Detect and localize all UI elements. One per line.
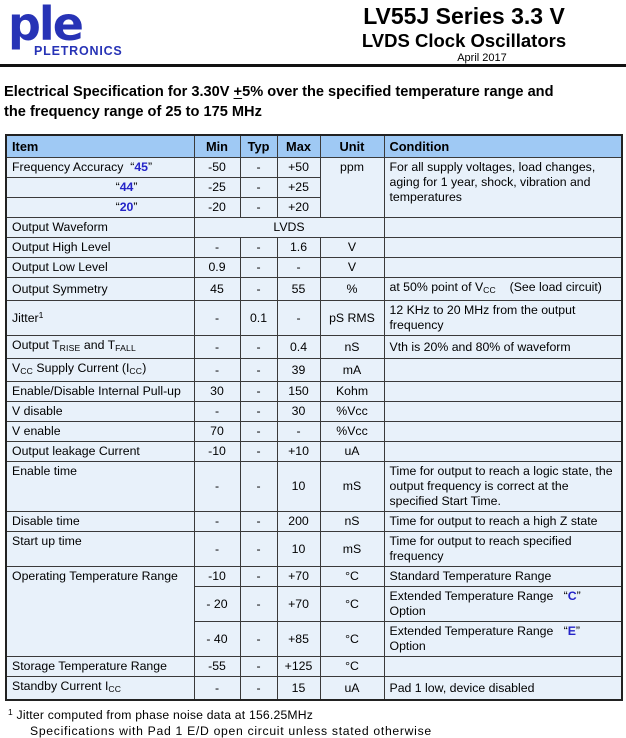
table-cell: Output Waveform [6,218,194,238]
table-cell: - [240,336,277,359]
footnote-jitter-text: Jitter computed from phase noise data at 156.25MHz [12,708,314,722]
intro-line1-pre: Electrical Specification for 3.30V [4,84,234,100]
table-cell: -55 [194,657,240,677]
column-header: Min [194,135,240,158]
table-cell: +70 [277,567,320,587]
table-cell: Pad 1 low, device disabled [384,677,622,701]
row-output-waveform [6,218,622,238]
table-cell: ppm [320,158,384,218]
logo-ple-text: ple [8,0,82,51]
masthead [0,0,626,67]
table-cell: - [194,462,240,512]
table-cell: % [320,278,384,301]
table-cell: “44” [6,178,194,198]
table-cell: Vth is 20% and 80% of waveform [384,336,622,359]
table-cell: °C [320,622,384,657]
accent-text: C [567,589,577,603]
table-cell: - [277,301,320,336]
table-cell: LVDS [194,218,384,238]
table-cell: - [194,677,240,701]
table-cell: Operating Temperature Range [6,567,194,657]
table-cell: - [240,359,277,382]
table-cell: Standard Temperature Range [384,567,622,587]
table-cell: 30 [277,402,320,422]
table-cell [384,402,622,422]
column-header: Max [277,135,320,158]
table-cell: %Vcc [320,402,384,422]
row-output-high-level [6,238,622,258]
row-standby-current [6,677,622,701]
table-cell: +70 [277,587,320,622]
table-cell: uA [320,677,384,701]
table-cell: mS [320,532,384,567]
table-cell: - [194,238,240,258]
table-cell: Kohm [320,382,384,402]
table-cell: - [194,336,240,359]
row-v-disable [6,402,622,422]
row-disable-time [6,512,622,532]
table-cell: - [240,512,277,532]
table-cell: at 50% point of $V_{CC}$ (See load circuit) [384,278,622,301]
table-cell: +20 [277,198,320,218]
table-cell: Frequency Accuracy “45” [6,158,194,178]
table-cell: - [194,532,240,567]
table-cell: 10 [277,462,320,512]
table-cell: - [240,677,277,701]
table-cell: °C [320,657,384,677]
accent-text: 45 [134,160,149,174]
table-cell: Enable/Disable Internal Pull-up [6,382,194,402]
row-operating-temp-standard [6,567,622,587]
table-cell: V disable [6,402,194,422]
intro-line1-post: 5% over the specified temperature range and [242,84,554,100]
column-header: Unit [320,135,384,158]
spec-table-body [6,158,622,701]
table-cell: - [240,462,277,512]
table-cell: Start up time [6,532,194,567]
table-cell: °C [320,567,384,587]
table-cell: 0.4 [277,336,320,359]
table-cell: nS [320,512,384,532]
table-cell: - [240,587,277,622]
header-divider [0,64,626,67]
row-output-symmetry [6,278,622,301]
footnote-specs: Specifications with Pad 1 E/D open circuit unless stated otherwise [30,724,432,738]
footnote-superscript: 1 [8,707,13,717]
intro-line2: the frequency range of 25 to 175 MHz [4,103,262,120]
table-cell: Storage Temperature Range [6,657,194,677]
table-cell: - [240,198,277,218]
table-cell: - [240,278,277,301]
table-cell: - [194,301,240,336]
table-cell: 15 [277,677,320,701]
table-cell: Jitter$^1$ [6,301,194,336]
table-cell: Time for output to reach specified frequency [384,532,622,567]
table-cell: - [240,238,277,258]
table-cell [384,657,622,677]
table-cell: +25 [277,178,320,198]
table-cell: V [320,258,384,278]
table-cell [384,442,622,462]
page-title: LV55J Series 3.3 V [363,3,565,29]
table-cell: - [240,567,277,587]
spec-table-head [6,135,622,158]
table-cell: - [194,512,240,532]
table-cell: +125 [277,657,320,677]
table-cell: Output High Level [6,238,194,258]
table-cell: 200 [277,512,320,532]
table-cell: V [320,238,384,258]
table-cell: nS [320,336,384,359]
table-cell: +85 [277,622,320,657]
table-cell: 0.1 [240,301,277,336]
table-cell: “20” [6,198,194,218]
row-enable-time [6,462,622,512]
table-cell: +50 [277,158,320,178]
table-cell: Disable time [6,512,194,532]
row-supply-current [6,359,622,382]
table-cell [384,258,622,278]
table-cell: -10 [194,442,240,462]
table-cell: Output Low Level [6,258,194,278]
table-cell: - [240,622,277,657]
table-cell: For all supply voltages, load changes, aging for 1 year, shock, vibration and temperatures [384,158,622,218]
spec-intro-heading [4,83,622,122]
table-cell: 55 [277,278,320,301]
table-cell: 30 [194,382,240,402]
accent-text: 44 [119,180,134,194]
table-cell: - 40 [194,622,240,657]
row-jitter [6,301,622,336]
table-cell: $V_{CC}$ Supply Current $(I_{CC})$ [6,359,194,382]
table-cell: -10 [194,567,240,587]
column-header: Typ [240,135,277,158]
table-cell: - [240,258,277,278]
column-header: Condition [384,135,622,158]
table-cell [384,238,622,258]
table-cell: 70 [194,422,240,442]
row-storage-temp [6,657,622,677]
row-output-leakage [6,442,622,462]
row-frequency-accuracy-45 [6,158,622,178]
table-cell: 12 KHz to 20 MHz from the output frequency [384,301,622,336]
table-cell: +10 [277,442,320,462]
table-cell: - 20 [194,587,240,622]
table-cell: - [240,178,277,198]
table-cell: Standby Current $I_{CC}$ [6,677,194,701]
table-cell: - [194,402,240,422]
table-cell [384,218,622,238]
table-cell: Enable time [6,462,194,512]
table-cell [384,422,622,442]
table-cell: 10 [277,532,320,567]
table-cell: -50 [194,158,240,178]
table-cell: %Vcc [320,422,384,442]
table-cell: Time for output to reach a high Z state [384,512,622,532]
table-cell: - [194,359,240,382]
table-cell: mA [320,359,384,382]
table-cell: 150 [277,382,320,402]
table-cell: pS RMS [320,301,384,336]
table-cell: uA [320,442,384,462]
table-cell: 39 [277,359,320,382]
row-rise-fall-time [6,336,622,359]
row-output-low-level [6,258,622,278]
table-cell: -20 [194,198,240,218]
table-cell: - [240,657,277,677]
table-cell: - [277,258,320,278]
pletronics-logo [8,0,123,58]
table-cell: Output Symmetry [6,278,194,301]
header-row [6,135,622,158]
table-cell: 1.6 [277,238,320,258]
footnote-jitter [8,705,626,722]
table-cell: 45 [194,278,240,301]
table-cell: - [240,422,277,442]
table-cell: mS [320,462,384,512]
accent-text: E [567,624,576,638]
table-cell: Output $T_{RISE}$ and $T_{FALL}$ [6,336,194,359]
page-subtitle: LVDS Clock Oscillators [361,30,567,51]
logo-company-name: PLETRONICS [34,44,123,58]
table-cell: °C [320,587,384,622]
table-cell: - [277,422,320,442]
spec-table [5,134,623,701]
doc-date: April 2017 [457,52,507,64]
table-cell: Extended Temperature Range “C” Option [384,587,622,622]
table-cell [384,382,622,402]
footnotes [8,705,626,738]
row-v-enable [6,422,622,442]
table-cell: 0.9 [194,258,240,278]
column-header: Item [6,135,194,158]
plus-minus-symbol: + [233,84,243,100]
table-cell: - [240,158,277,178]
table-cell: Time for output to reach a logic state, the output frequency is correct at the specified Start Time. [384,462,622,512]
title-block [306,3,622,65]
table-cell: -25 [194,178,240,198]
table-cell [384,359,622,382]
table-cell: - [240,442,277,462]
row-internal-pullup [6,382,622,402]
table-cell: Extended Temperature Range “E” Option [384,622,622,657]
table-cell: V enable [6,422,194,442]
row-startup-time [6,532,622,567]
table-cell: - [240,382,277,402]
table-cell: - [240,402,277,422]
table-cell: - [240,532,277,567]
table-cell: Output leakage Current [6,442,194,462]
accent-text: 20 [119,200,134,214]
